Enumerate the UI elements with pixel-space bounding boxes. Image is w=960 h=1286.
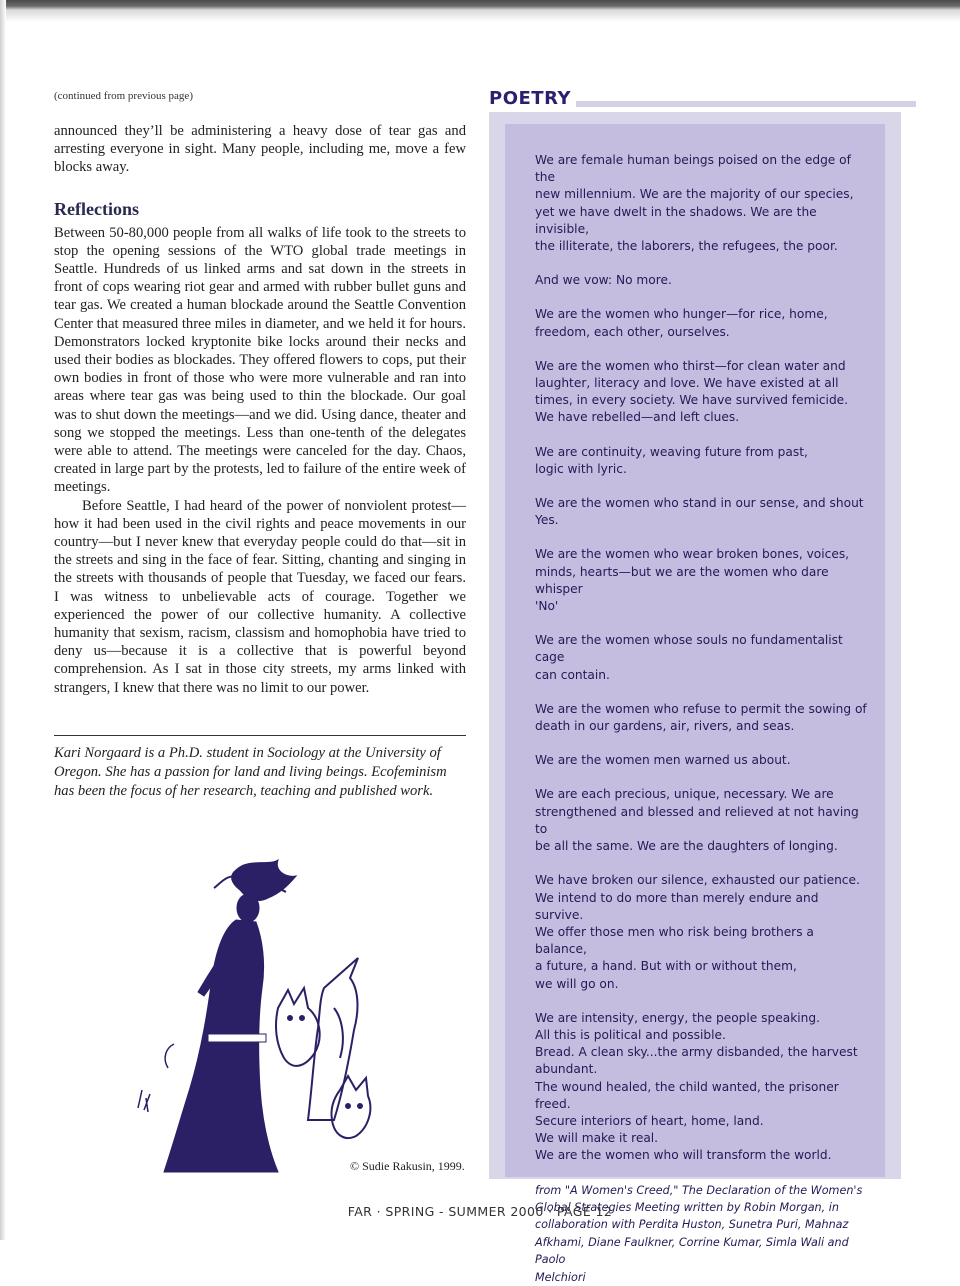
bio-divider (54, 735, 466, 736)
poem-stanza: And we vow: No more. (535, 273, 672, 288)
poetry-heading: POETRY (489, 88, 571, 109)
poem-stanza: We are female human beings poised on the edge of the new millennium. We are the majority of our species, yet we have dwelt in the shadows. We are the invisible, the illiterate, the laborers, the refugees, the poor. (535, 153, 854, 254)
poem-stanza: We are the women who thirst—for clean water and laughter, literacy and love. We have existed at all times, in every society. We have survived femicide. We have rebelled—and left clues. (535, 358, 849, 425)
poem-stanza: We have broken our silence, exhausted our patience. We intend to do more than merely endure and survive. We offer those men who risk being brothers a balance, a future, a hand. But with or without them, we will go on. (535, 873, 860, 991)
poem-stanza: We are continuity, weaving future from past, logic with lyric. (535, 444, 808, 476)
page-top-edge (0, 0, 960, 22)
poem-stanza: We are the women who wear broken bones, voices, minds, hearts—but we are the women who dare whisper 'No' (535, 547, 850, 614)
body-paragraph-2: Before Seattle, I had heard of the power of nonviolent protest—how it had been used in the civil rights and peace movements in our country—but I never knew that everyday people could do that—sit in the streets and sing in the face of fear. Sitting, chanting and singing in the streets with thousands of people that Tuesday, we faced our fears. I was witness to unbelievable acts of courage. Together we experienced the power of our collective humanity. A collective humanity that sexism, racism, classism and homophobia have tried to deny us—because it is a collective that is powerful beyond comprehension. As I sat in those city streets, my arms linked with strangers, I knew that there was no limit to our power. (54, 497, 466, 696)
left-column (54, 90, 466, 801)
body-paragraph-1: Between 50-80,000 people from all walks of life took to the streets to stop the opening sessions of the WTO global trade meetings in Seattle. Hundreds of us linked arms and sat down in the streets in front of cops wearing riot gear and armed with rubber bullet guns and tear gas. We created a human blockade around the Seattle Convention Center that measured three miles in diameter, and we held it for hours. Demonstrators locked kryptonite bike locks around their necks and used their bodies as blockades. They offered flowers to cops, put their own bodies in front of those who were more vulnerable and ran into areas where tear gas was being used to thin the blockade. Our goal was to shut down the meetings—and we did. Using dance, theater and song we stopped the meetings. Less than one-tenth of the delegates were able to attend. The meetings were canceled for the day. Chaos, created in large part by the protests, led to failure of the entire week of meetings. (54, 224, 466, 496)
continued-note: (continued from previous page) (54, 90, 193, 102)
illustration-credit: © Sudie Rakusin, 1999. (350, 1159, 465, 1173)
poem-source-note: from "A Women's Creed," The Declaration of the Women's Global Strategies Meeting written by Robin Morgan, in collaboration with Perdita Huston, Sunetra Puri, Mahnaz Afkhami, Diane Faulkner, Corrine Kumar, Simla Wali and Paolo Melchiori (535, 1183, 863, 1284)
page-footer: FAR · SPRING - SUMMER 2000 · PAGE 12 (347, 1204, 613, 1219)
poem-stanza: We are each precious, unique, necessary. We are strengthened and blessed and relieved at not having to be all the same. We are the daughters of longing. (535, 787, 859, 854)
section-heading: Reflections (54, 198, 139, 219)
poem-stanza: We are the women who refuse to permit the sowing of death in our gardens, air, rivers, and seas. (535, 701, 867, 734)
poem-stanza: We are the women men warned us about. (535, 753, 791, 768)
author-bio: Kari Norgaard is a Ph.D. student in Sociology at the University of Oregon. She has a passion for land and living beings. Ecofeminism has been the focus of her research, teaching and published work. (54, 744, 447, 799)
poetry-heading-rule (576, 101, 916, 107)
page-left-edge (0, 0, 6, 1240)
poem-stanza: We are intensity, energy, the people speaking. All this is political and possible. Bread. A clean sky...the army disbanded, the harvest abundant. The wound healed, the child wanted, the prisoner freed. Secure interiors of heart, home, land. We will make it real. We are the women who will transform the world. (535, 1010, 858, 1163)
woman-with-wolves-illustration (128, 858, 378, 1176)
poem-stanza: We are the women whose souls no fundamentalist cage can contain. (535, 633, 843, 682)
intro-paragraph: announced they’ll be administering a heavy dose of tear gas and arresting everyone in sight. Many people, including me, move a few blocks away. (54, 123, 466, 176)
poem-box (505, 124, 885, 1284)
poem-stanza: We are the women who hunger—for rice, home, freedom, each other, ourselves. (535, 307, 828, 339)
poem-stanza: We are the women who stand in our sense, and shout Yes. (535, 496, 864, 528)
